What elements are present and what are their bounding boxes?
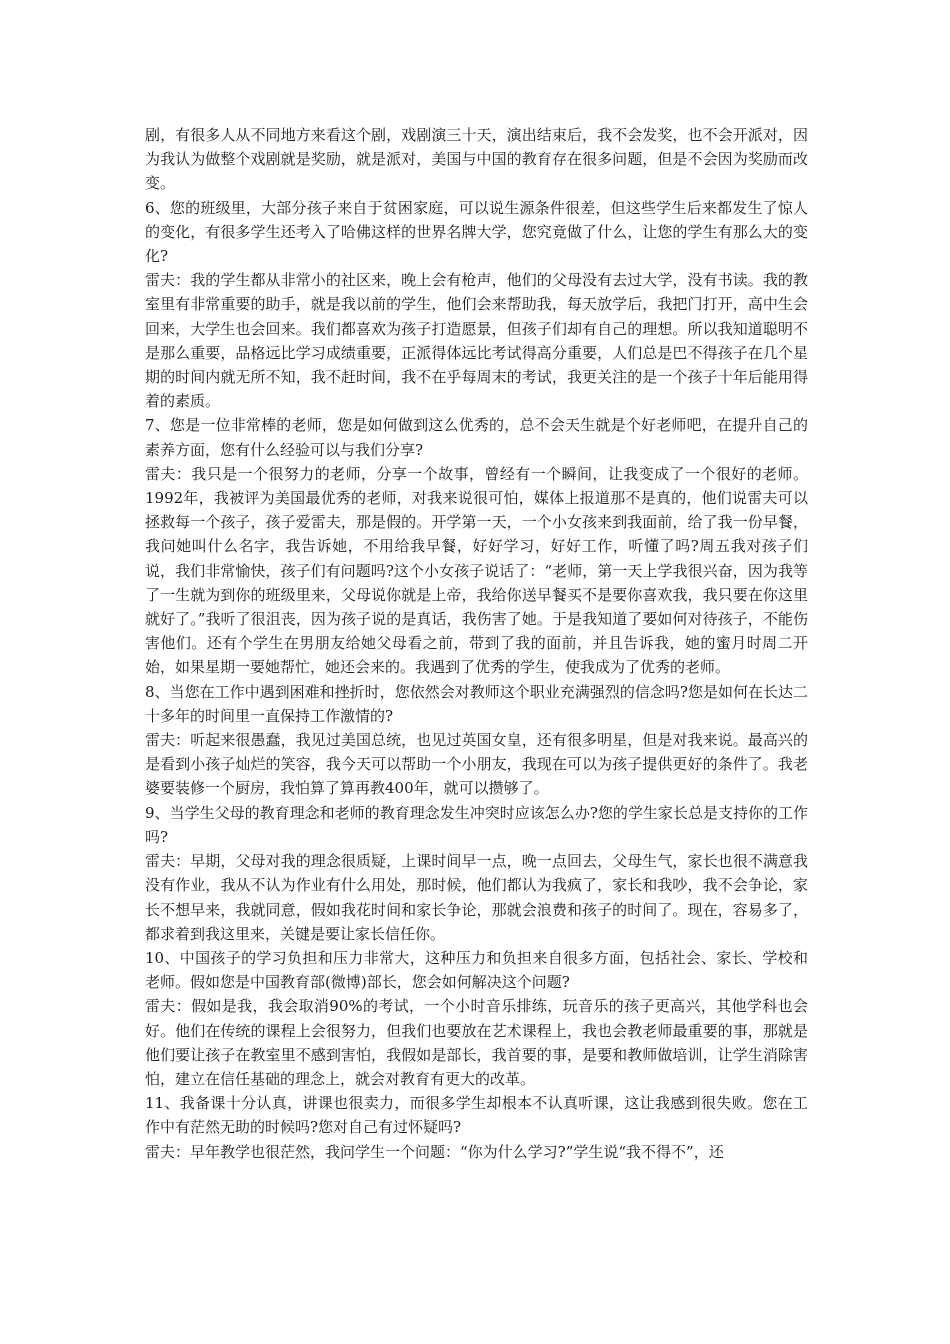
answer-8: 雷夫：听起来很愚蠢，我见过美国总统，也见过英国女皇，还有很多明星，但是对我来说。最高兴的是看到小孩子灿烂的笑容，我今天可以帮助一个小朋友，我现在可以为孩子提供更好的条件了。我老婆要装修一个厨房，我怕算了算再教400年，就可以攒够了。 xyxy=(145,731,808,798)
answer-6: 雷夫：我的学生都从非常小的社区来，晚上会有枪声，他们的父母没有去过大学，没有书读。我的教室里有非常重要的助手，就是我以前的学生，他们会来帮助我，每天放学后，我把门打开，高中生会回来，大学生也会回来。我们都喜欢为孩子打造愿景，但孩子们却有自己的理想。所以我知道聪明不是那么重要，品格远比学习成绩重要，正派得体远比考试得高分重要，人们总是巴不得孩子在几个星期的时间内就无所不知，我不赶时间，我不在乎每周末的考试，我更关注的是一个孩子十年后能用得着的素质。 xyxy=(145,271,808,411)
question-6: 6、您的班级里，大部分孩子来自于贫困家庭，可以说生源条件很差，但这些学生后来都发生了惊人的变化，有很多学生还考入了哈佛这样的世界名牌大学，您究竟做了什么，让您的学生有那么大的变化? xyxy=(145,198,808,266)
answer-7: 雷夫：我只是一个很努力的老师，分享一个故事，曾经有一个瞬间，让我变成了一个很好的老师。1992年，我被评为美国最优秀的老师，对我来说很可怕，媒体上报道那不是真的，他们说雷夫可以拯救每一个孩子，孩子爱雷夫，那是假的。开学第一天，一个小女孩来到我面前，给了我一份早餐，我问她叫什么名字，我告诉她，不用给我早餐，好好学习，好好工作，听懂了吗?周五我对孩子们说，我们非常愉快，孩子们有问题吗?这个小女孩子说话了：“老师，第一天上学我很兴奋，因为我等了一生就为到你的班级里来，父母说你就是上帝，我给你送早餐买不是要你喜欢我，我只要在你这里就好了。”我听了很沮丧，因为孩子说的是真话，我伤害了她。于是我知道了要如何对待孩子，不能伤害他们。还有个学生在男朋友给她父母看之前，带到了我的面前，并且告诉我，她的蜜月时周二开始，如果星期一要她帮忙，她还会来的。我遇到了优秀的学生，使我成为了优秀的老师。 xyxy=(145,464,808,677)
answer-10: 雷夫：假如是我，我会取消90%的考试，一个小时音乐排练，玩音乐的孩子更高兴，其他学科也会好。他们在传统的课程上会很努力，但我们也要放在艺术课程上，我也会教老师最重要的事，那就是他们要让孩子在教室里不感到害怕，我假如是部长，我首要的事，是要和教师做培训，让学生消除害怕，建立在信任基础的理念上，就会对教育有更大的改革。 xyxy=(145,997,808,1088)
answer-9: 雷夫：早期，父母对我的理念很质疑，上课时间早一点，晚一点回去，父母生气，家长也很不满意我没有作业，我从不认为作业有什么用处，那时候，他们都认为我疯了，家长和我吵，我不会争论，家长不想早来，我就同意，假如我花时间和家长争论，那就会浪费和孩子的时间了。现在，容易多了，都求着到我这里来，关键是要让家长信任你。 xyxy=(145,852,808,943)
document-page xyxy=(145,123,808,1164)
paragraph-drama-continuation: 剧，有很多人从不同地方来看这个剧，戏剧演三十天，演出结束后，我不会发奖，也不会开派对，因为我认为做整个戏剧就是奖励，就是派对，美国与中国的教育存在很多问题，但是不会因为奖励而改变。 xyxy=(145,126,808,193)
answer-11-partial: 雷夫：早年教学也很茫然，我问学生一个问题：“你为什么学习?”学生说“我不得不”，还 xyxy=(145,1142,724,1161)
question-7: 7、您是一位非常棒的老师，您是如何做到这么优秀的，总不会天生就是个好老师吧，在提升自己的素养方面，您有什么经验可以与我们分享? xyxy=(145,416,808,459)
question-8: 8、当您在工作中遇到困难和挫折时，您依然会对教师这个职业充满强烈的信念吗?您是如何在长达二十多年的时间里一直保持工作激情的? xyxy=(145,682,808,725)
question-9: 9、当学生父母的教育理念和老师的教育理念发生冲突时应该怎么办?您的学生家长总是支持你的工作吗? xyxy=(145,803,808,846)
question-10: 10、中国孩子的学习负担和压力非常大，这种压力和负担来自很多方面，包括社会、家长、学校和老师。假如您是中国教育部(微博)部长，您会如何解决这个问题? xyxy=(145,948,808,992)
question-11: 11、我备课十分认真，讲课也很卖力，而很多学生却根本不认真听课，这让我感到很失败。您在工作中有茫然无助的时候吗?您对自己有过怀疑吗? xyxy=(145,1094,808,1137)
